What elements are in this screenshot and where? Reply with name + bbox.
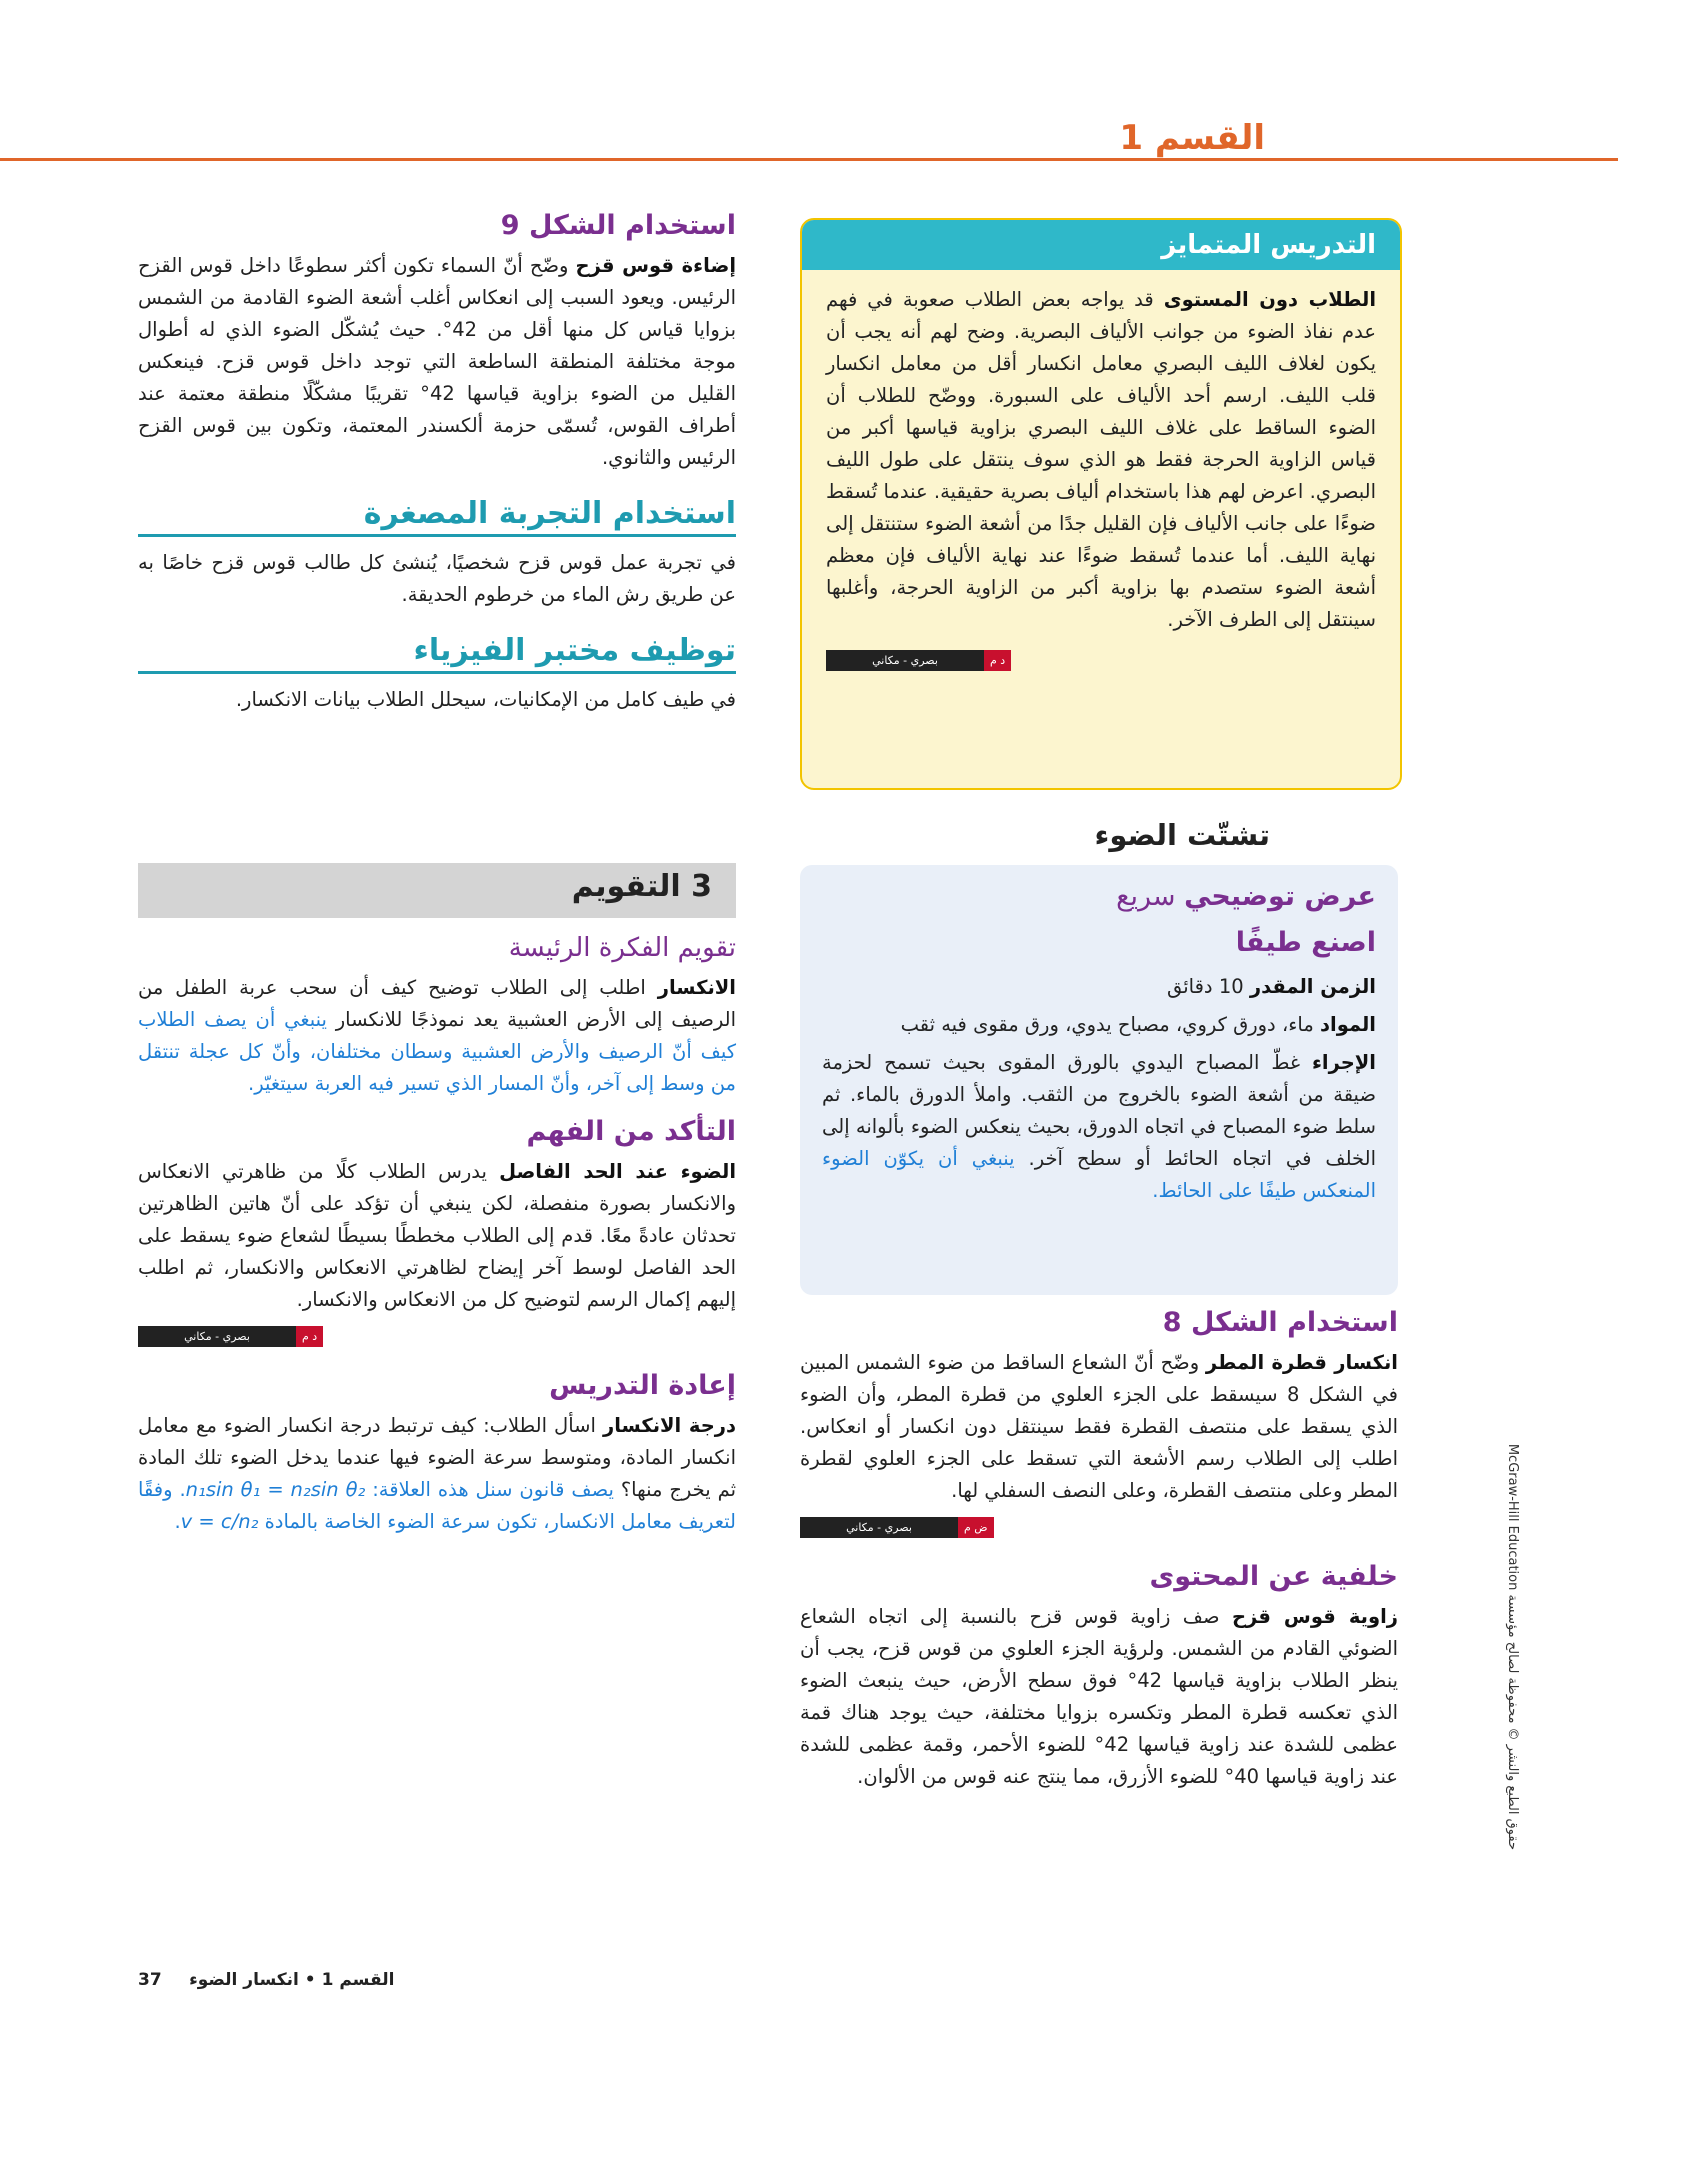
differentiated-body: قد يواجه بعض الطلاب صعوبة في فهم عدم نفاذ الضوء من جوانب الألياف البصرية. وضح لهم أنه يجب أن يكون لغلاف الليف البصري معامل انكسار أقل من معامل انكسار قلب الليف. ارسم أحد الألياف على السبورة. ووضّح للطلاب أن الضوء الساقط على غلاف الليف البصري بزاوية قياسها أكبر من قياس الزاوية الحرجة فقط هو الذي سوف ينتقل على طول الليف البصري. اعرض لهم هذا باستخدام ألياف بصرية حقيقية. عندما تُسقط ضوءًا على جانب الألياف فإن القليل جدًا من أشعة الضوء ستنتقل إلى نهاية الليف. أما عندما تُسقط ضوءًا عند نهاية الألياف فإن معظم أشعة الضوء ستصدم بها بزاوية أكبر من الزاوية الحرجة، وأغلبها سينتقل إلى الطرف الآخر. xyxy=(826,288,1376,631)
main-idea-title: تقويم الفكرة الرئيسة xyxy=(508,933,736,963)
background-title: خلفية عن المحتوى xyxy=(1149,1561,1398,1592)
check-paragraph: الضوء عند الحد الفاصل يدرس الطلاب كلًا من ظاهرتي الانعكاس والانكسار بصورة منفصلة، لكن ينبغي أن تؤكد على أنّ هاتين الظاهرتين تحدثان عادةً معًا. قدم إلى الطلاب مخططًا بسيطًا لشعاع ضوء يسقط على الحد الفاصل لوسط آخر إيضاح لظاهرتي الانعكاس والانكسار، ثم اطلب إليهم إكمال الرسم لتوضيح كل من الانعكاس والانكسار. xyxy=(138,1160,737,1311)
demo-time: الزمن المقدر 10 دقائق xyxy=(1166,975,1376,998)
reteach-title: إعادة التدريس xyxy=(549,1370,736,1401)
differentiated-lead: الطلاب دون المستوى xyxy=(1163,288,1376,311)
learning-style-tag: ض م بصري - مكاني xyxy=(800,1517,994,1538)
section-title: القسم 1 xyxy=(1119,118,1265,158)
differentiated-title: التدريس المتمايز xyxy=(802,220,1400,270)
differentiated-box xyxy=(800,218,1402,790)
figure9-paragraph: إضاءة قوس قزح وضّح أنّ السماء تكون أكثر سطوعًا داخل قوس القزح الرئيس. ويعود السبب إلى انعكاس أغلب أشعة الضوء القادمة من الشمس بزوايا قياس كل منها أقل من 42°. حيث يُشكّل الضوء الذي له أطوال موجة مختلفة المنطقة الساطعة التي توجد داخل قوس قزح. فينعكس القليل من الضوء بزاوية قياسها 42° تقريبًا مشكّلًا منطقة معتمة عند أطراف القوس، تُسمّى حزمة ألكسندر المعتمة، وتكون بين قوس القزح الرئيس والثانوي. xyxy=(138,254,737,469)
demo-title: عرض توضيحي سريع xyxy=(1116,881,1376,912)
demo-procedure: الإجراء غطّ المصباح اليدوي بالورق المقوى بحيث تسمح لحزمة ضيقة من أشعة الضوء بالخروج من الثقب. واملأ الدورق بالماء. ثم سلط ضوء المصباح في اتجاه الدورق، بحيث ينعكس الضوء بألوانه إلى الخلف في اتجاه الحائط أو سطح آخر. ينبغي أن يكوّن الضوء المنعكس طيفًا على الحائط. xyxy=(822,1051,1376,1202)
page-footer xyxy=(138,1970,394,1990)
reteach-paragraph: درجة الانكسار اسأل الطلاب: كيف ترتبط درجة انكسار الضوء مع معامل انكسار المادة، ومتوسط سرعة الضوء فيها عندما يدخل الضوء تلك المادة ثم يخرج منها؟ يصف قانون سنل هذه العلاقة: n₁sin θ₁ = n₂sin θ₂. وفقًا لتعريف معامل الانكسار، تكون سرعة الضوء الخاصة بالمادة v = c/n₂. xyxy=(138,1414,736,1533)
footer-section: القسم 1 • انكسار الضوء xyxy=(189,1970,395,1990)
learning-style-tag: د م بصري - مكاني xyxy=(138,1326,323,1347)
assessment-title: 3 التقويم xyxy=(571,869,712,904)
demo-subtitle: اصنع طيفًا xyxy=(1235,927,1376,958)
scattering-title: تشتّت الضوء xyxy=(1094,818,1270,852)
learning-style-tag: د م بصري - مكاني xyxy=(826,650,1011,671)
main-idea-paragraph: الانكسار اطلب إلى الطلاب توضيح كيف أن سحب عربة الطفل من الرصيف إلى الأرض العشبية يعد نموذجًا للانكسار ينبغي أن يصف الطلاب كيف أنّ الرصيف والأرض العشبية وسطان مختلفان، وأنّ كل عجلة تنتقل من وسط إلى آخر، وأنّ المسار الذي تسير فيه العربة سيتغيّر. xyxy=(138,976,737,1095)
physics-lab-rule xyxy=(138,671,736,674)
mini-lab-title: استخدام التجربة المصغرة xyxy=(363,496,736,531)
demo-box xyxy=(800,865,1398,1295)
physics-lab-paragraph: في طيف كامل من الإمكانيات، سيحلل الطلاب بيانات الانكسار. xyxy=(235,688,736,711)
check-title: التأكد من الفهم xyxy=(526,1116,736,1147)
snell-formula: n₁sin θ₁ = n₂sin θ₂ xyxy=(185,1478,366,1501)
figure8-title: استخدام الشكل 8 xyxy=(1162,1307,1398,1338)
mini-lab-paragraph: في تجربة عمل قوس قزح شخصيًا، يُنشئ كل طالب قوس قزح خاصًا به عن طريق رش الماء من خرطوم الحديقة. xyxy=(138,551,736,606)
differentiated-paragraph xyxy=(826,284,1376,636)
assessment-section xyxy=(138,930,736,1540)
figure8-section xyxy=(800,1305,1398,1795)
figure9-title: استخدام الشكل 9 xyxy=(500,210,736,241)
demo-materials: المواد ماء، دورق كروي، مصباح يدوي، ورق مقوى فيه ثقب xyxy=(900,1013,1376,1036)
copyright-credit: حقوق الطبع والنشر © محفوظة لصالح مؤسسة McGraw-Hill Education xyxy=(1505,1443,1520,1850)
mini-lab-rule xyxy=(138,534,736,537)
figure8-paragraph: انكسار قطرة المطر وضّح أنّ الشعاع الساقط من ضوء الشمس المبين في الشكل 8 سيسقط على الجزء العلوي من قطرة المطر، وأن الضوء الذي يسقط على منتصف القطرة فقط سينتقل دون انكسار أو انعكاس. اطلب إلى الطلاب رسم الأشعة التي تسقط على الجزء العلوي لقطرة المطر وعلى منتصف القطرة، وعلى النصف السفلي لها. xyxy=(800,1351,1398,1502)
figure9-section xyxy=(138,208,736,718)
page-number: 37 xyxy=(138,1970,162,1990)
header-rule xyxy=(0,158,1618,161)
speed-formula: v = c/n₂ xyxy=(180,1510,259,1533)
physics-lab-title: توظيف مختبر الفيزياء xyxy=(413,633,736,668)
assessment-banner xyxy=(138,863,736,918)
background-paragraph: زاوية قوس قزح صف زاوية قوس قزح بالنسبة إلى اتجاه الشعاع الضوئي القادم من الشمس. ولرؤية الجزء العلوي من قوس قزح، يجب أن ينظر الطلاب بزاوية قياسها 42° فوق سطح الأرض، حيث ينبعث الضوء الذي تعكسه قطرة المطر وتكسره بزوايا مختلفة، حيث يوجد هناك قمة عظمى للشدة عند زاوية قياسها 42° للضوء الأحمر، وقمة عظمى للشدة عند زاوية قياسها 40° للضوء الأزرق، مما ينتج عنه قوس من الألوان. xyxy=(800,1605,1399,1788)
